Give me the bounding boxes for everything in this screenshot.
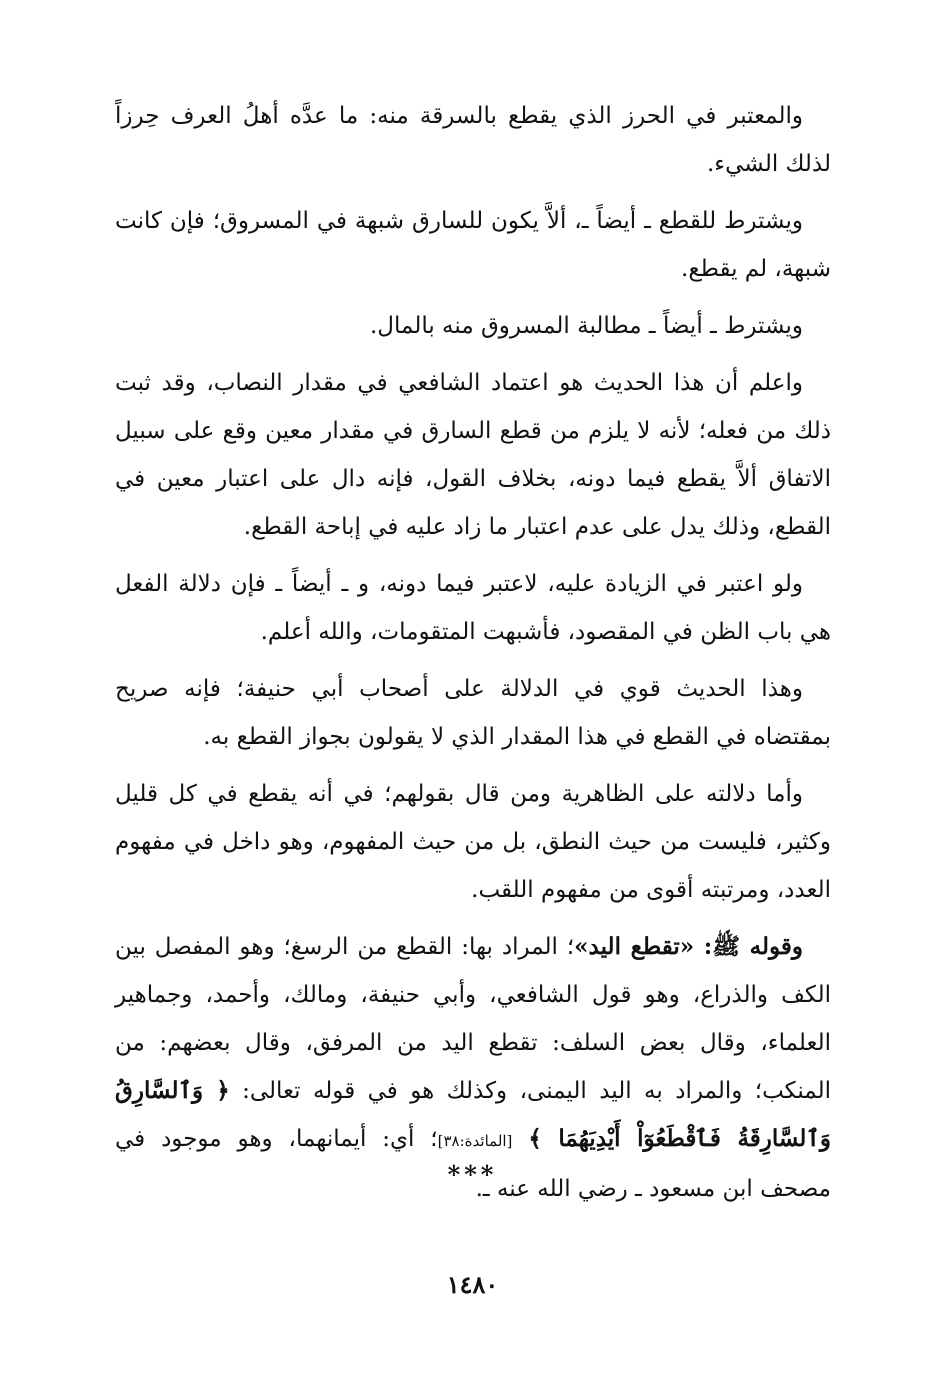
section-separator: *** bbox=[447, 1160, 498, 1189]
paragraph-7: وأما دلالته على الظاهرية ومن قال بقولهم؛ في أنه يقطع في كل قليل وكثير، فليست من حيث النطق، بل من حيث المفهوم، وهو داخل في مفهوم العدد، ومرتبته أقوى من مفهوم اللقب. bbox=[115, 781, 831, 903]
paragraph-4: واعلم أن هذا الحديث هو اعتماد الشافعي في مقدار النصاب، وقد ثبت ذلك من فعله؛ لأنه لا يلزم من قطع السارق في مقدار معين وقع على سبيل الاتفاق ألاَّ يقطع فيما دونه، بخلاف القول، فإنه دال على اعتبار معين في القطع، وذلك يدل على عدم اعتبار ما زاد عليه في إباحة القطع. bbox=[115, 370, 831, 540]
hadith-lead: وقوله ﷺ: «تقطع اليد» bbox=[574, 933, 803, 960]
paragraph-8-body-1: ؛ المراد بها: القطع من الرسغ؛ وهو المفصل بين الكف والذراع، وهو قول الشافعي، وأبي حنيفة، ومالك، وأحمد، وجماهير العلماء، وقال بعض السلف: تقطع اليد من المرفق، وقال بعضهم: من المنكب؛ والمراد به اليد اليمنى، وكذلك هو في قوله تعالى: bbox=[115, 934, 831, 1104]
page-body bbox=[115, 92, 831, 1222]
paragraph-6: وهذا الحديث قوي في الدلالة على أصحاب أبي حنيفة؛ فإنه صريح بمقتضاه في القطع في هذا المقدار الذي لا يقولون بجواز القطع به. bbox=[115, 676, 831, 750]
page-number: ١٤٨٠ bbox=[446, 1270, 499, 1299]
paragraph-8-body-2: ؛ أي: أيمانهما، وهو موجود في مصحف ابن مسعود ـ رضي الله عنه ـ. bbox=[115, 1126, 831, 1202]
verse-reference: [المائدة:٣٨] bbox=[437, 1132, 513, 1150]
paragraph-3: ويشترط ـ أيضاً ـ مطالبة المسروق منه بالمال. bbox=[370, 313, 803, 339]
paragraph-2: ويشترط للقطع ـ أيضاً ـ، ألاَّ يكون للسارق شبهة في المسروق؛ فإن كانت شبهة، لم يقطع. bbox=[115, 208, 831, 282]
quran-verse: ﴿ وَٱلسَّارِقُ وَٱلسَّارِقَةُ فَٱقْطَعُوٓاْ أَيْدِيَهُمَا ﴾ bbox=[115, 1077, 832, 1152]
paragraph-5: ولو اعتبر في الزيادة عليه، لاعتبر فيما دونه، و ـ أيضاً ـ فإن دلالة الفعل هي باب الظن في المقصود، فأشبهت المتقومات، والله أعلم. bbox=[115, 571, 831, 645]
paragraph-1: والمعتبر في الحرز الذي يقطع بالسرقة منه: ما عدَّه أهلُ العرف حِرزاً لذلك الشيء. bbox=[115, 103, 831, 177]
